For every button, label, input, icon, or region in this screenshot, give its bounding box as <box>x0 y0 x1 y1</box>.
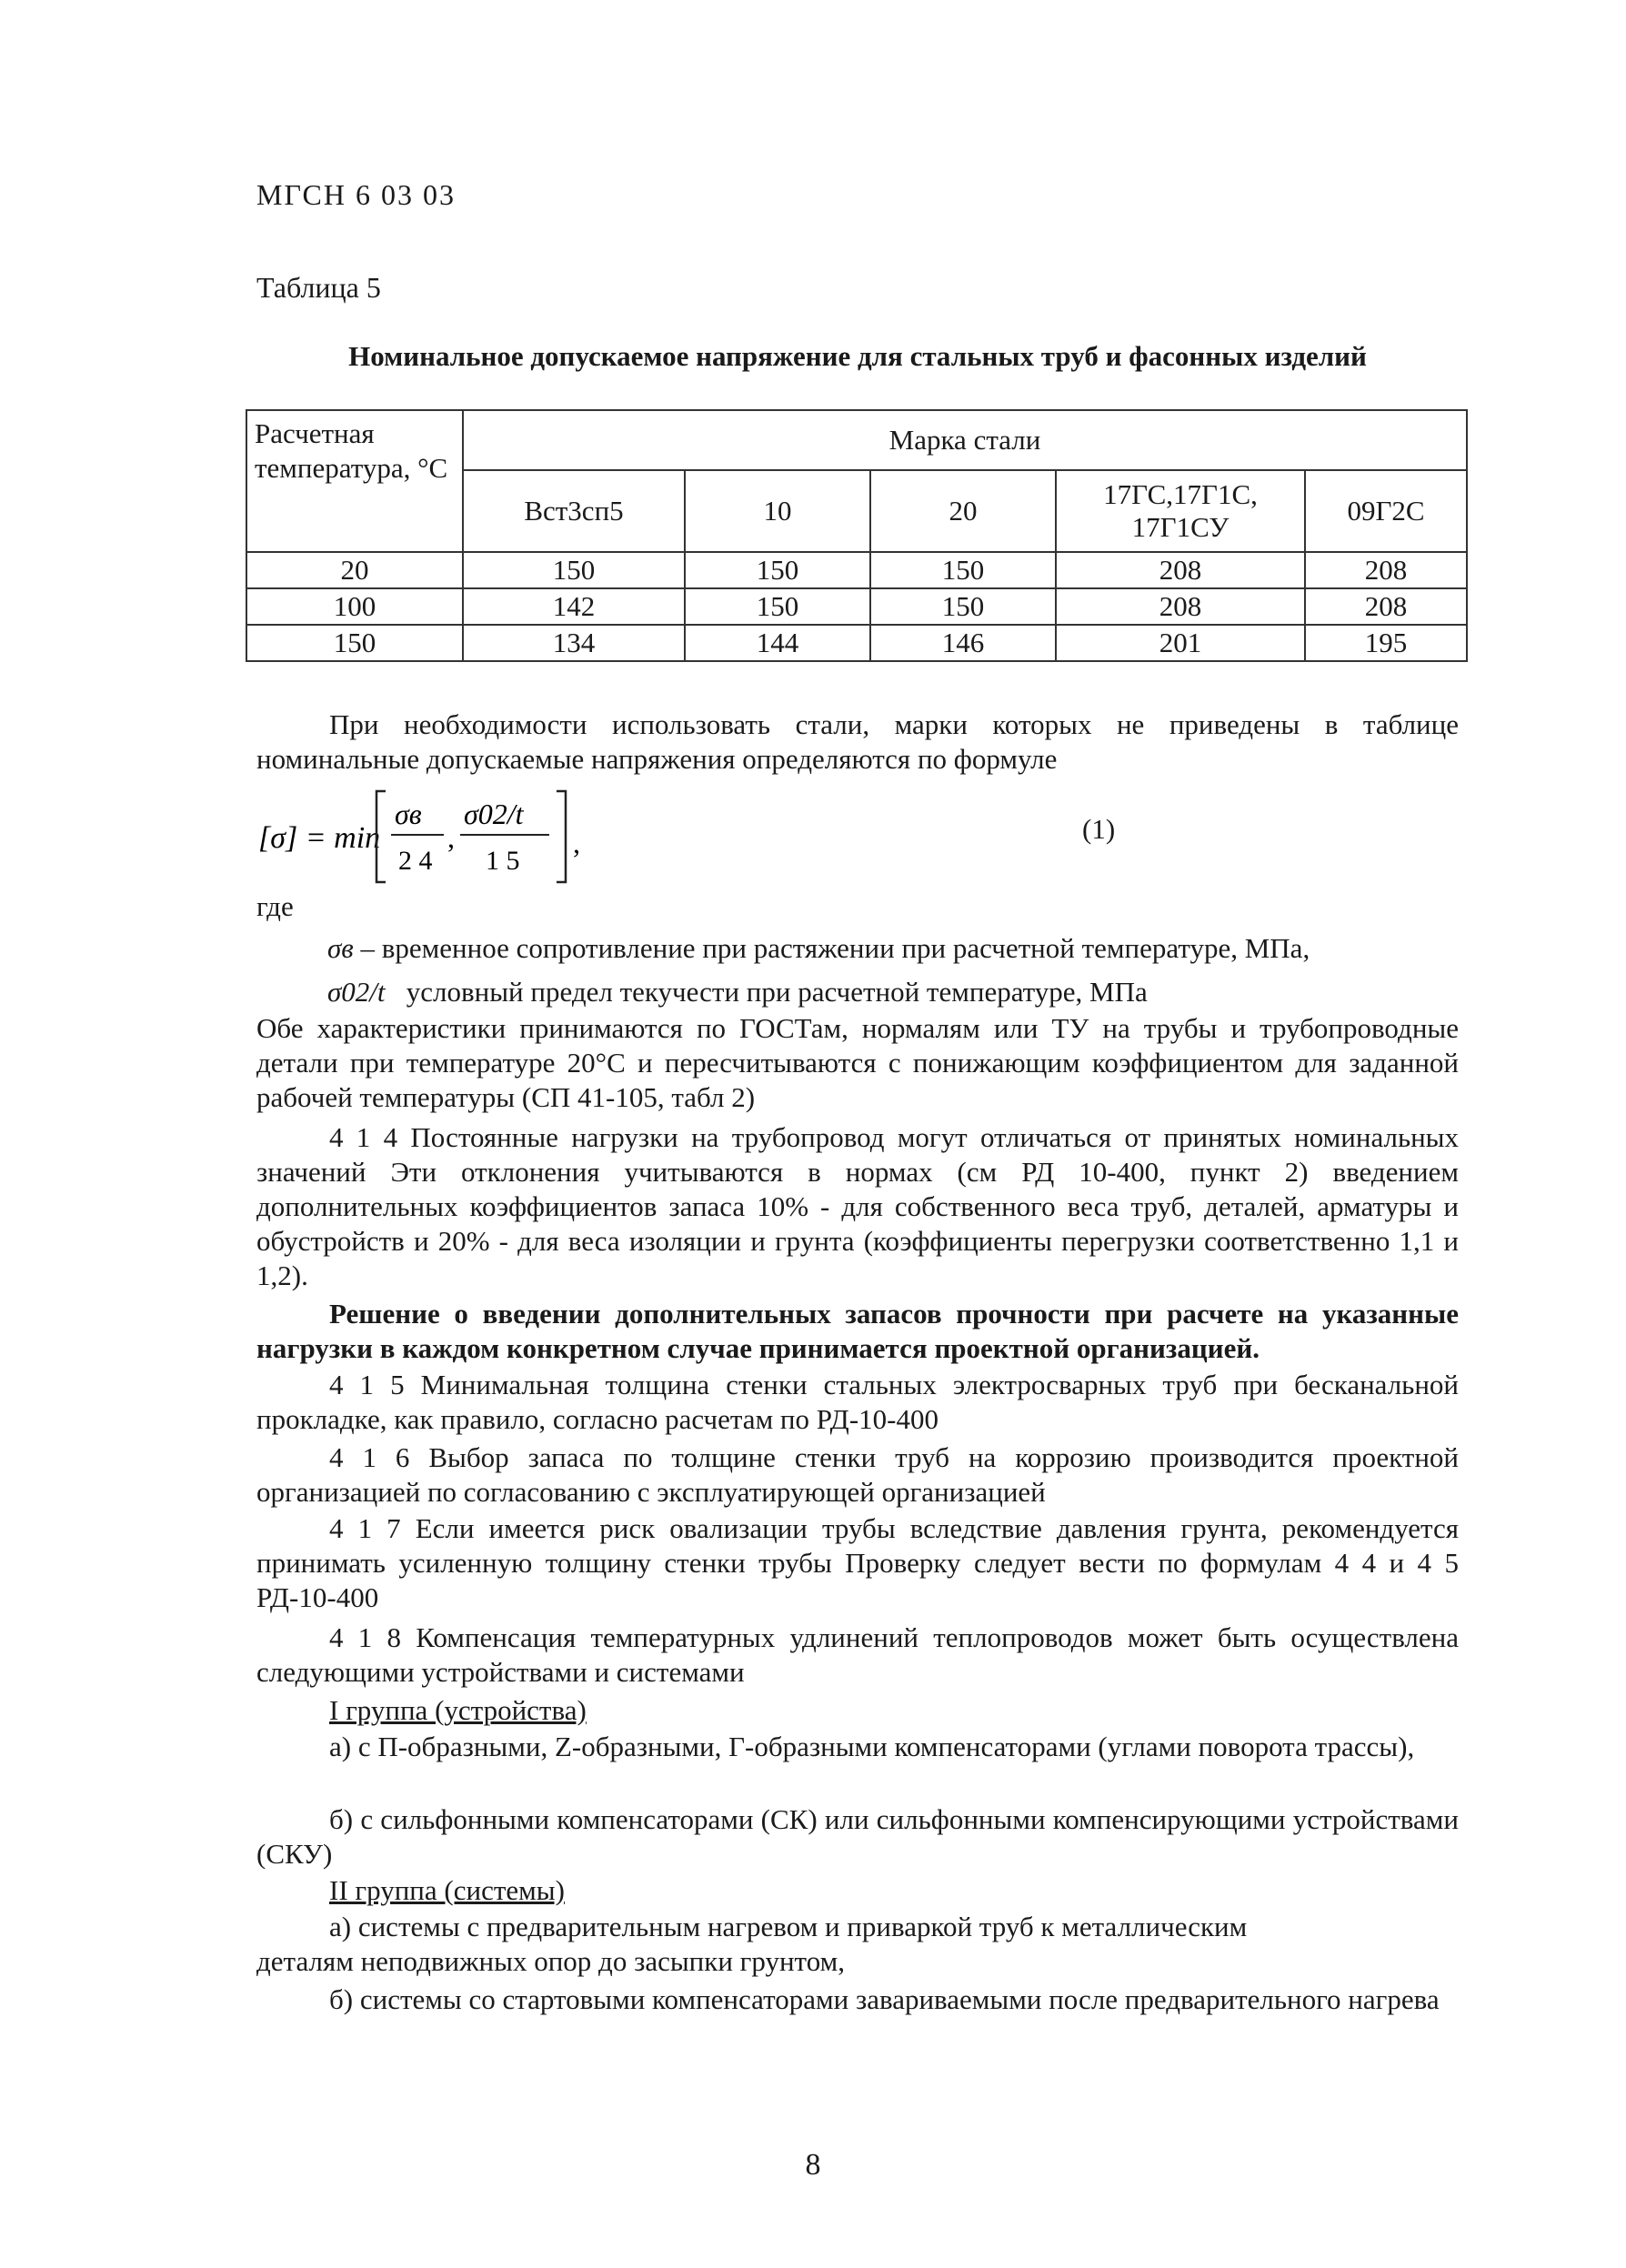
table-label: Таблица 5 <box>256 271 381 304</box>
table-cell: 150 <box>685 552 870 588</box>
group-1-title: I группа (устройства) <box>329 1694 587 1726</box>
table-cell: 150 <box>463 552 685 588</box>
table-row <box>246 588 1467 625</box>
table-cell: 150 <box>870 588 1056 625</box>
formula-lhs: [σ] = min <box>258 821 381 855</box>
formula-1 <box>256 788 1166 888</box>
group-1-item-b: б) с сильфонными компенсаторами (СК) или сильфонными компенсирующими устройствами (СКУ) <box>256 1803 1459 1870</box>
table-cell: 208 <box>1056 588 1305 625</box>
table-col-header: 09Г2С <box>1305 470 1467 552</box>
formula-number: (1) <box>1082 813 1116 845</box>
def2-symbol: σ02/t <box>327 976 386 1008</box>
def2-text: условный предел текучести при расчетной температуре, МПа <box>406 976 1148 1008</box>
table-cell: 208 <box>1056 552 1305 588</box>
table-cell: 150 <box>870 552 1056 588</box>
table-cell: 100 <box>246 588 463 625</box>
table-col-header: Вст3сп5 <box>463 470 685 552</box>
table-cell: 150 <box>685 588 870 625</box>
table-cell: 201 <box>1056 625 1305 661</box>
table-title: Номинальное допускаемое напряжение для стальных труб и фасонных изделий <box>348 340 1367 372</box>
stress-table <box>246 409 1468 662</box>
table-col-header: 20 <box>870 470 1056 552</box>
table-cell: 142 <box>463 588 685 625</box>
table-cell: 146 <box>870 625 1056 661</box>
group-2-title: II группа (системы) <box>329 1874 565 1906</box>
table-cell: 134 <box>463 625 685 661</box>
table-header-steel-grade: Марка стали <box>463 410 1467 470</box>
table-cell: 195 <box>1305 625 1467 661</box>
document-header: МГСН 6 03 03 <box>256 178 456 211</box>
group-2-item-a: а) системы с предварительным нагревом и приваркой труб к металлическим деталям неподвижных опор до засыпки грунтом, <box>256 1911 1248 1977</box>
intro-paragraph: При необходимости использовать стали, марки которых не приведены в таблице номинальные допускаемые напряжения определяются по формуле <box>256 708 1459 775</box>
paragraph-4-1-6: 4 1 6 Выбор запаса по толщине стенки труб на коррозию производится проектной организацией по согласованию с эксплуатирующей организацией <box>256 1441 1459 1508</box>
frac2-numerator: σ02/t <box>464 798 524 830</box>
svg-text:,: , <box>447 821 455 854</box>
def1-text: – временное сопротивление при растяжении при расчетной температуре, МПа, <box>360 932 1310 964</box>
definition-2 <box>327 975 1464 1009</box>
formula-graphic <box>256 788 638 888</box>
table-cell: 150 <box>246 625 463 661</box>
paragraph-4-1-4: 4 1 4 Постоянные нагрузки на трубопровод могут отличаться от принятых номинальных значений Эти отклонения учитываются в нормах (см РД 10-400, пункт 2) введением дополнительных коэффициентов запаса 10% - для собственного веса труб, деталей, арматуры и обустройств и 20% - для веса изоляции и грунта (коэффициенты перегрузки соответственно 1,1 и 1,2). <box>256 1121 1459 1291</box>
table-cell: 144 <box>685 625 870 661</box>
table-col-header: 10 <box>685 470 870 552</box>
definition-1 <box>327 931 1464 966</box>
paragraph-4-1-8: 4 1 8 Компенсация температурных удлинений теплопроводов может быть осуществлена следующими устройствами и системами <box>256 1621 1459 1688</box>
paragraph-characteristics: Обе характеристики принимаются по ГОСТам, нормалям или ТУ на трубы и трубопроводные детали при температуре 20°С и пересчитываются с понижающим коэффициентом для заданной рабочей температуры (СП 41-105, табл 2) <box>256 1012 1459 1113</box>
table-header-temperature: Расчетная температура, °С <box>246 410 463 552</box>
paragraph-bold-decision: Решение о введении дополнительных запасов прочности при расчете на указанные нагрузки в каждом конкретном случае принимается проектной организацией. <box>256 1298 1459 1364</box>
where-label: где <box>256 890 294 922</box>
page-number: 8 <box>805 2148 821 2182</box>
def1-symbol: σв <box>327 932 354 964</box>
table-cell: 208 <box>1305 552 1467 588</box>
paragraph-4-1-5: 4 1 5 Минимальная толщина стенки стальных электросварных труб при бесканальной прокладке, как правило, согласно расчетам по РД-10-400 <box>256 1369 1459 1435</box>
group-2-item-b: б) системы со стартовыми компенсаторами завариваемыми после предварительного нагрева <box>329 1983 1440 2015</box>
group-1-item-a: а) с П-образными, Z-образными, Г-образными компенсаторами (углами поворота трассы), <box>329 1731 1415 1762</box>
frac1-denominator: 2 4 <box>398 846 433 876</box>
table-row <box>246 625 1467 661</box>
table-row <box>246 552 1467 588</box>
frac2-denominator: 1 5 <box>486 846 520 876</box>
paragraph-4-1-7: 4 1 7 Если имеется риск овализации трубы вследствие давления грунта, рекомендуется принимать усиленную толщину стенки трубы Проверку следует вести по формулам 4 4 и 4 5 РД-10-400 <box>256 1512 1459 1613</box>
svg-text:,: , <box>573 827 580 859</box>
table-cell: 208 <box>1305 588 1467 625</box>
table-col-header: 17ГС,17Г1С, 17Г1СУ <box>1056 470 1305 552</box>
frac1-numerator: σв <box>395 798 422 830</box>
table-cell: 20 <box>246 552 463 588</box>
